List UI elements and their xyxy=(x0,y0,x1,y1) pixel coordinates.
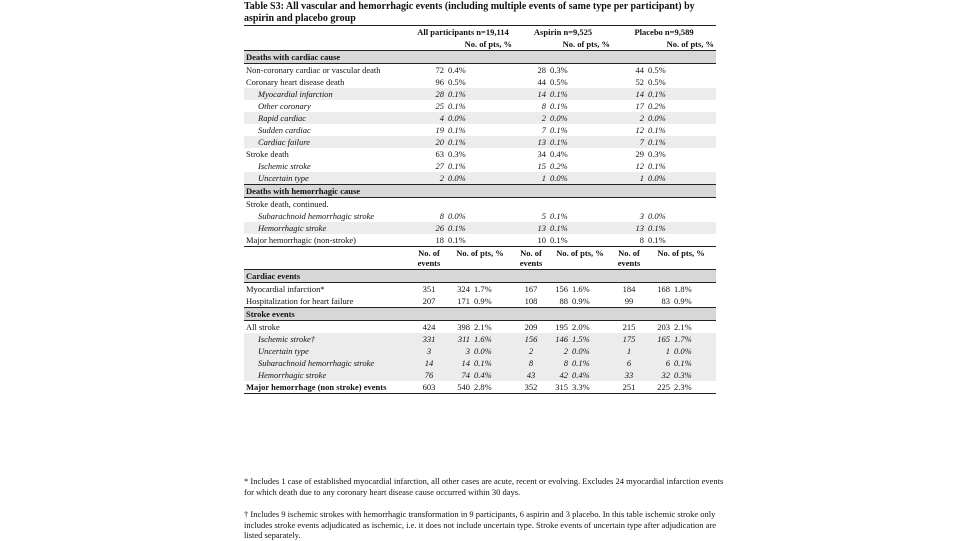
cell-count: 15 xyxy=(537,161,547,171)
cell-events: 2 xyxy=(514,345,548,357)
row-label: Hemorrhagic stroke xyxy=(244,369,412,381)
cell-events: 175 xyxy=(612,333,646,345)
cell-events: 8 xyxy=(514,357,548,369)
cell-spacer xyxy=(570,76,612,88)
table-row xyxy=(244,369,716,381)
row-label: Myocardial infarction* xyxy=(246,284,325,294)
cell-events: 209 xyxy=(524,322,538,332)
cell-percent: 0.4% xyxy=(472,369,514,381)
cell-events: 207 xyxy=(422,296,436,306)
cell-count: 12 xyxy=(635,125,645,135)
table-row xyxy=(244,321,716,334)
cell-spacer xyxy=(672,88,716,100)
cell-count: 1 xyxy=(646,345,672,357)
cell-events: 167 xyxy=(524,284,538,294)
subheader-events: No. of events xyxy=(412,247,446,270)
cell-percent: 0.1% xyxy=(646,222,672,234)
group-header-row xyxy=(244,26,716,39)
cell-count: 165 xyxy=(646,333,672,345)
cell-percent: 0.1% xyxy=(446,136,472,148)
cell-count: 13 xyxy=(514,222,548,234)
table-row xyxy=(244,345,716,357)
cell-percent: 1.7% xyxy=(672,333,716,345)
cell-count: 18 xyxy=(435,235,444,245)
cell-count: 32 xyxy=(646,369,672,381)
row-label: Cardiac failure xyxy=(244,136,412,148)
cell-count: 44 xyxy=(635,65,645,75)
cell-count xyxy=(612,198,646,211)
subheader-pts: No. of pts, % xyxy=(548,247,612,270)
cell-percent: 0.3% xyxy=(550,65,568,75)
cell-percent: 0.3% xyxy=(648,149,666,159)
cell-count: 2 xyxy=(514,112,548,124)
cell-count: 5 xyxy=(541,211,547,221)
cell-spacer xyxy=(672,160,716,172)
cell-spacer xyxy=(570,136,612,148)
row-label: Uncertain type xyxy=(244,172,412,185)
section-label: Deaths with cardiac cause xyxy=(244,51,716,64)
cell-percent: 0.5% xyxy=(448,77,466,87)
footnote-star: * Includes 1 case of established myocardial infarction, all other cases are acute, recent or evolving. Excludes 24 myocardial infarction events for which death due to any coronary heart disease cause occurred within 30 days. xyxy=(244,476,724,497)
cell-events: 156 xyxy=(514,333,548,345)
cell-percent: 0.1% xyxy=(550,125,568,135)
row-label: Subarachnoid hemorrhagic stroke xyxy=(244,357,412,369)
cell-count: 2 xyxy=(612,112,646,124)
cell-spacer xyxy=(472,136,514,148)
cell-percent: 0.1% xyxy=(548,88,570,100)
cell-spacer xyxy=(570,124,612,136)
events-subheader-row xyxy=(244,247,716,270)
cell-events: 215 xyxy=(622,322,636,332)
cell-percent: 0.1% xyxy=(446,222,472,234)
cell-events: 251 xyxy=(612,381,646,394)
cell-percent: 0.0% xyxy=(446,172,472,185)
cell-spacer xyxy=(472,234,514,247)
cell-percent: 2.1% xyxy=(474,322,492,332)
table-row xyxy=(244,100,716,112)
cell-percent: 2.8% xyxy=(472,381,514,394)
cell-events: 3 xyxy=(412,345,446,357)
section-label: Deaths with hemorrhagic cause xyxy=(244,185,716,198)
table-row xyxy=(244,136,716,148)
row-label: Myocardial infarction xyxy=(244,88,412,100)
cell-count: 171 xyxy=(457,296,470,306)
cell-spacer xyxy=(472,64,514,77)
cell-count: 398 xyxy=(457,322,470,332)
row-label: Ischemic stroke xyxy=(258,161,311,171)
cell-count: 52 xyxy=(635,77,645,87)
row-label: Stroke death, continued. xyxy=(246,199,329,209)
cell-percent: 1.7% xyxy=(474,284,492,294)
cell-percent: 3.3% xyxy=(570,381,612,394)
cell-spacer xyxy=(472,198,514,211)
row-label: Major hemorrhage (non stroke) events xyxy=(244,381,412,394)
cell-percent: 0.1% xyxy=(648,235,666,245)
section-band xyxy=(244,51,716,64)
events-section xyxy=(244,270,716,394)
cell-count: 26 xyxy=(412,222,446,234)
table-row xyxy=(244,124,716,136)
cell-count: 27 xyxy=(435,161,444,171)
cell-count: 96 xyxy=(435,77,444,87)
deaths-section xyxy=(244,51,716,247)
cell-count: 12 xyxy=(635,161,645,171)
cell-percent: 0.1% xyxy=(550,235,568,245)
row-label: Stroke death xyxy=(246,149,289,159)
cell-spacer xyxy=(672,210,716,222)
cell-percent: 0.9% xyxy=(474,296,492,306)
subheader-pts: No. of pts, % xyxy=(646,247,716,270)
cell-count: 315 xyxy=(548,381,570,394)
cell-percent: 0.1% xyxy=(448,235,466,245)
cell-count: 7 xyxy=(541,125,547,135)
cell-spacer xyxy=(472,222,514,234)
cell-spacer xyxy=(672,222,716,234)
cell-count: 225 xyxy=(646,381,672,394)
cell-percent: 0.1% xyxy=(448,125,466,135)
cell-percent: 1.6% xyxy=(572,284,590,294)
cell-spacer xyxy=(472,210,514,222)
cell-percent: 0.0% xyxy=(672,345,716,357)
cell-spacer xyxy=(570,88,612,100)
cell-count: 88 xyxy=(559,296,569,306)
footnote-dagger: † Includes 9 ischemic strokes with hemorrhagic transformation in 9 participants, 6 aspirin and 3 placebo. In this table ischemic stroke only includes stroke events adjudicated as ischemic, i.e. it does not include uncertain type. Stroke events of uncertain type after adjudication are listed separately. xyxy=(244,509,717,540)
cell-count: 14 xyxy=(612,88,646,100)
row-label: Rapid cardiac xyxy=(244,112,412,124)
table-row xyxy=(244,76,716,88)
cell-percent: 0.1% xyxy=(472,357,514,369)
cell-percent xyxy=(548,198,570,211)
cell-count: 4 xyxy=(412,112,446,124)
cell-count: 14 xyxy=(446,357,472,369)
cell-count: 168 xyxy=(657,284,671,294)
col-placebo: Placebo n=9,589 xyxy=(612,26,716,39)
cell-percent: 0.1% xyxy=(550,211,568,221)
row-label: Sudden cardiac xyxy=(258,125,311,135)
subheader-aspirin: No. of pts, % xyxy=(562,39,611,49)
cell-percent: 1.5% xyxy=(570,333,612,345)
cell-events: 99 xyxy=(624,296,634,306)
cell-count: 1 xyxy=(612,172,646,185)
cell-spacer xyxy=(672,136,716,148)
cell-count: 8 xyxy=(548,357,570,369)
cell-count: 8 xyxy=(639,235,645,245)
cell-events: 603 xyxy=(412,381,446,394)
cell-percent: 0.0% xyxy=(472,345,514,357)
cell-percent: 0.1% xyxy=(446,88,472,100)
cell-percent: 0.4% xyxy=(570,369,612,381)
cell-events: 43 xyxy=(514,369,548,381)
cell-percent: 0.1% xyxy=(548,222,570,234)
cell-percent: 1.8% xyxy=(674,284,692,294)
cell-events: 108 xyxy=(524,296,538,306)
cell-count: 44 xyxy=(537,77,547,87)
cell-percent: 0.0% xyxy=(646,112,672,124)
cell-count: 17 xyxy=(635,101,645,111)
cell-count: 203 xyxy=(657,322,671,332)
cell-percent: 0.1% xyxy=(648,161,666,171)
cell-percent: 0.9% xyxy=(674,296,692,306)
subheader-pts: No. of pts, % xyxy=(446,247,514,270)
cell-events: 6 xyxy=(612,357,646,369)
cell-percent: 0.0% xyxy=(448,211,466,221)
cell-percent: 0.9% xyxy=(572,296,590,306)
cell-spacer xyxy=(570,64,612,77)
table-row xyxy=(244,64,716,77)
cell-count: 2 xyxy=(548,345,570,357)
cell-count: 13 xyxy=(514,136,548,148)
cell-percent: 0.5% xyxy=(550,77,568,87)
table-title: Table S3: All vascular and hemorrhagic events (including multiple events of same type per participant) by aspirin and placebo group xyxy=(244,1,695,24)
cell-percent: 0.4% xyxy=(550,149,568,159)
cell-percent: 0.1% xyxy=(448,161,466,171)
section-band xyxy=(244,270,716,283)
cell-count: 28 xyxy=(537,65,547,75)
cell-spacer xyxy=(570,210,612,222)
cell-count: 25 xyxy=(435,101,444,111)
cell-percent: 0.4% xyxy=(448,65,466,75)
cell-count: 14 xyxy=(514,88,548,100)
cell-percent: 0.5% xyxy=(648,77,666,87)
cell-percent: 0.0% xyxy=(646,172,672,185)
cell-events: 351 xyxy=(422,284,436,294)
cell-events: 184 xyxy=(622,284,636,294)
cell-spacer xyxy=(672,76,716,88)
cell-percent: 1.6% xyxy=(472,333,514,345)
section-band xyxy=(244,308,716,321)
subheader-all: No. of pts, % xyxy=(464,39,513,49)
cell-spacer xyxy=(472,100,514,112)
row-label: Major hemorrhagic (non-stroke) xyxy=(246,235,356,245)
cell-spacer xyxy=(472,88,514,100)
cell-count: 6 xyxy=(646,357,672,369)
table-row xyxy=(244,210,716,222)
cell-count: 540 xyxy=(446,381,472,394)
table-row xyxy=(244,357,716,369)
cell-percent: 2.0% xyxy=(572,322,590,332)
cell-percent: 0.1% xyxy=(550,101,568,111)
cell-count: 195 xyxy=(555,322,569,332)
cell-spacer xyxy=(672,64,716,77)
cell-count: 28 xyxy=(412,88,446,100)
cell-percent xyxy=(446,198,472,211)
row-label: Non-coronary cardiac or vascular death xyxy=(246,65,381,75)
cell-count: 8 xyxy=(541,101,547,111)
cell-percent: 2.1% xyxy=(674,322,692,332)
cell-spacer xyxy=(570,172,612,185)
subheader-row xyxy=(244,38,716,51)
cell-percent: 0.0% xyxy=(648,211,666,221)
cell-events: 76 xyxy=(412,369,446,381)
table-row xyxy=(244,160,716,172)
cell-percent: 0.0% xyxy=(446,112,472,124)
table-row xyxy=(244,222,716,234)
cell-percent: 0.0% xyxy=(570,345,612,357)
cell-spacer xyxy=(570,148,612,160)
section-band xyxy=(244,185,716,198)
cell-count: 19 xyxy=(435,125,444,135)
cell-count: 42 xyxy=(548,369,570,381)
cell-count: 83 xyxy=(661,296,671,306)
table-row xyxy=(244,381,716,394)
col-all-participants: All participants n=19,114 xyxy=(412,26,514,39)
row-label: Subarachnoid hemorrhagic stroke xyxy=(258,211,375,221)
cell-count xyxy=(514,198,548,211)
cell-percent: 0.3% xyxy=(672,369,716,381)
cell-percent: 0.1% xyxy=(570,357,612,369)
table-row xyxy=(244,112,716,124)
cell-count: 3 xyxy=(446,345,472,357)
cell-spacer xyxy=(672,148,716,160)
cell-spacer xyxy=(672,234,716,247)
cell-percent: 2.3% xyxy=(672,381,716,394)
cell-percent: 0.1% xyxy=(646,136,672,148)
cell-percent: 0.0% xyxy=(548,112,570,124)
cell-count: 29 xyxy=(635,149,645,159)
cell-events: 424 xyxy=(422,322,436,332)
cell-events: 331 xyxy=(412,333,446,345)
cell-count: 2 xyxy=(412,172,446,185)
cell-count: 63 xyxy=(435,149,444,159)
table-row xyxy=(244,88,716,100)
row-label: All stroke xyxy=(246,322,280,332)
cell-count: 8 xyxy=(439,211,444,221)
row-label: Hemorrhagic stroke xyxy=(244,222,412,234)
table-row xyxy=(244,198,716,211)
cell-count: 34 xyxy=(537,149,547,159)
cell-events: 14 xyxy=(412,357,446,369)
cell-spacer xyxy=(570,100,612,112)
subheader-events: No. of events xyxy=(612,247,646,270)
row-label: Ischemic stroke† xyxy=(244,333,412,345)
cell-events: 33 xyxy=(612,369,646,381)
cell-percent: 0.1% xyxy=(646,88,672,100)
cell-spacer xyxy=(472,124,514,136)
cell-spacer xyxy=(672,100,716,112)
cell-spacer xyxy=(472,148,514,160)
row-label: Uncertain type xyxy=(244,345,412,357)
cell-spacer xyxy=(672,172,716,185)
table-row xyxy=(244,148,716,160)
results-table xyxy=(244,25,716,394)
row-label: Other coronary xyxy=(258,101,311,111)
col-aspirin: Aspirin n=9,525 xyxy=(514,26,612,39)
cell-spacer xyxy=(570,234,612,247)
row-label: Hospitalization for heart failure xyxy=(246,296,354,306)
cell-percent: 0.0% xyxy=(548,172,570,185)
cell-spacer xyxy=(472,76,514,88)
cell-spacer xyxy=(570,198,612,211)
section-label: Cardiac events xyxy=(244,270,716,283)
cell-events: 1 xyxy=(612,345,646,357)
cell-spacer xyxy=(672,112,716,124)
cell-spacer xyxy=(472,160,514,172)
cell-percent: 0.1% xyxy=(548,136,570,148)
cell-percent: 0.1% xyxy=(648,125,666,135)
table-row xyxy=(244,295,716,308)
row-label: Coronary heart disease death xyxy=(246,77,345,87)
cell-percent: 0.5% xyxy=(648,65,666,75)
cell-count: 311 xyxy=(446,333,472,345)
cell-count: 324 xyxy=(457,284,470,294)
cell-percent: 0.2% xyxy=(550,161,568,171)
table-row xyxy=(244,333,716,345)
cell-count: 72 xyxy=(435,65,444,75)
cell-spacer xyxy=(672,124,716,136)
cell-count: 146 xyxy=(548,333,570,345)
cell-percent: 0.1% xyxy=(672,357,716,369)
cell-count: 13 xyxy=(612,222,646,234)
subheader-events: No. of events xyxy=(514,247,548,270)
cell-spacer xyxy=(672,198,716,211)
subheader-placebo: No. of pts, % xyxy=(666,39,715,49)
cell-spacer xyxy=(472,112,514,124)
cell-percent: 0.3% xyxy=(448,149,466,159)
table-row xyxy=(244,283,716,296)
cell-count: 20 xyxy=(412,136,446,148)
table-row xyxy=(244,172,716,185)
cell-count: 3 xyxy=(639,211,645,221)
cell-spacer xyxy=(472,172,514,185)
cell-spacer xyxy=(570,160,612,172)
table-row xyxy=(244,234,716,247)
cell-count: 10 xyxy=(537,235,547,245)
cell-percent: 0.1% xyxy=(448,101,466,111)
cell-events: 352 xyxy=(514,381,548,394)
cell-count: 74 xyxy=(446,369,472,381)
cell-spacer xyxy=(570,112,612,124)
cell-count xyxy=(412,198,446,211)
cell-percent xyxy=(646,198,672,211)
cell-count: 1 xyxy=(514,172,548,185)
cell-count: 156 xyxy=(555,284,569,294)
section-label: Stroke events xyxy=(244,308,716,321)
cell-count: 7 xyxy=(612,136,646,148)
cell-percent: 0.2% xyxy=(648,101,666,111)
cell-spacer xyxy=(570,222,612,234)
